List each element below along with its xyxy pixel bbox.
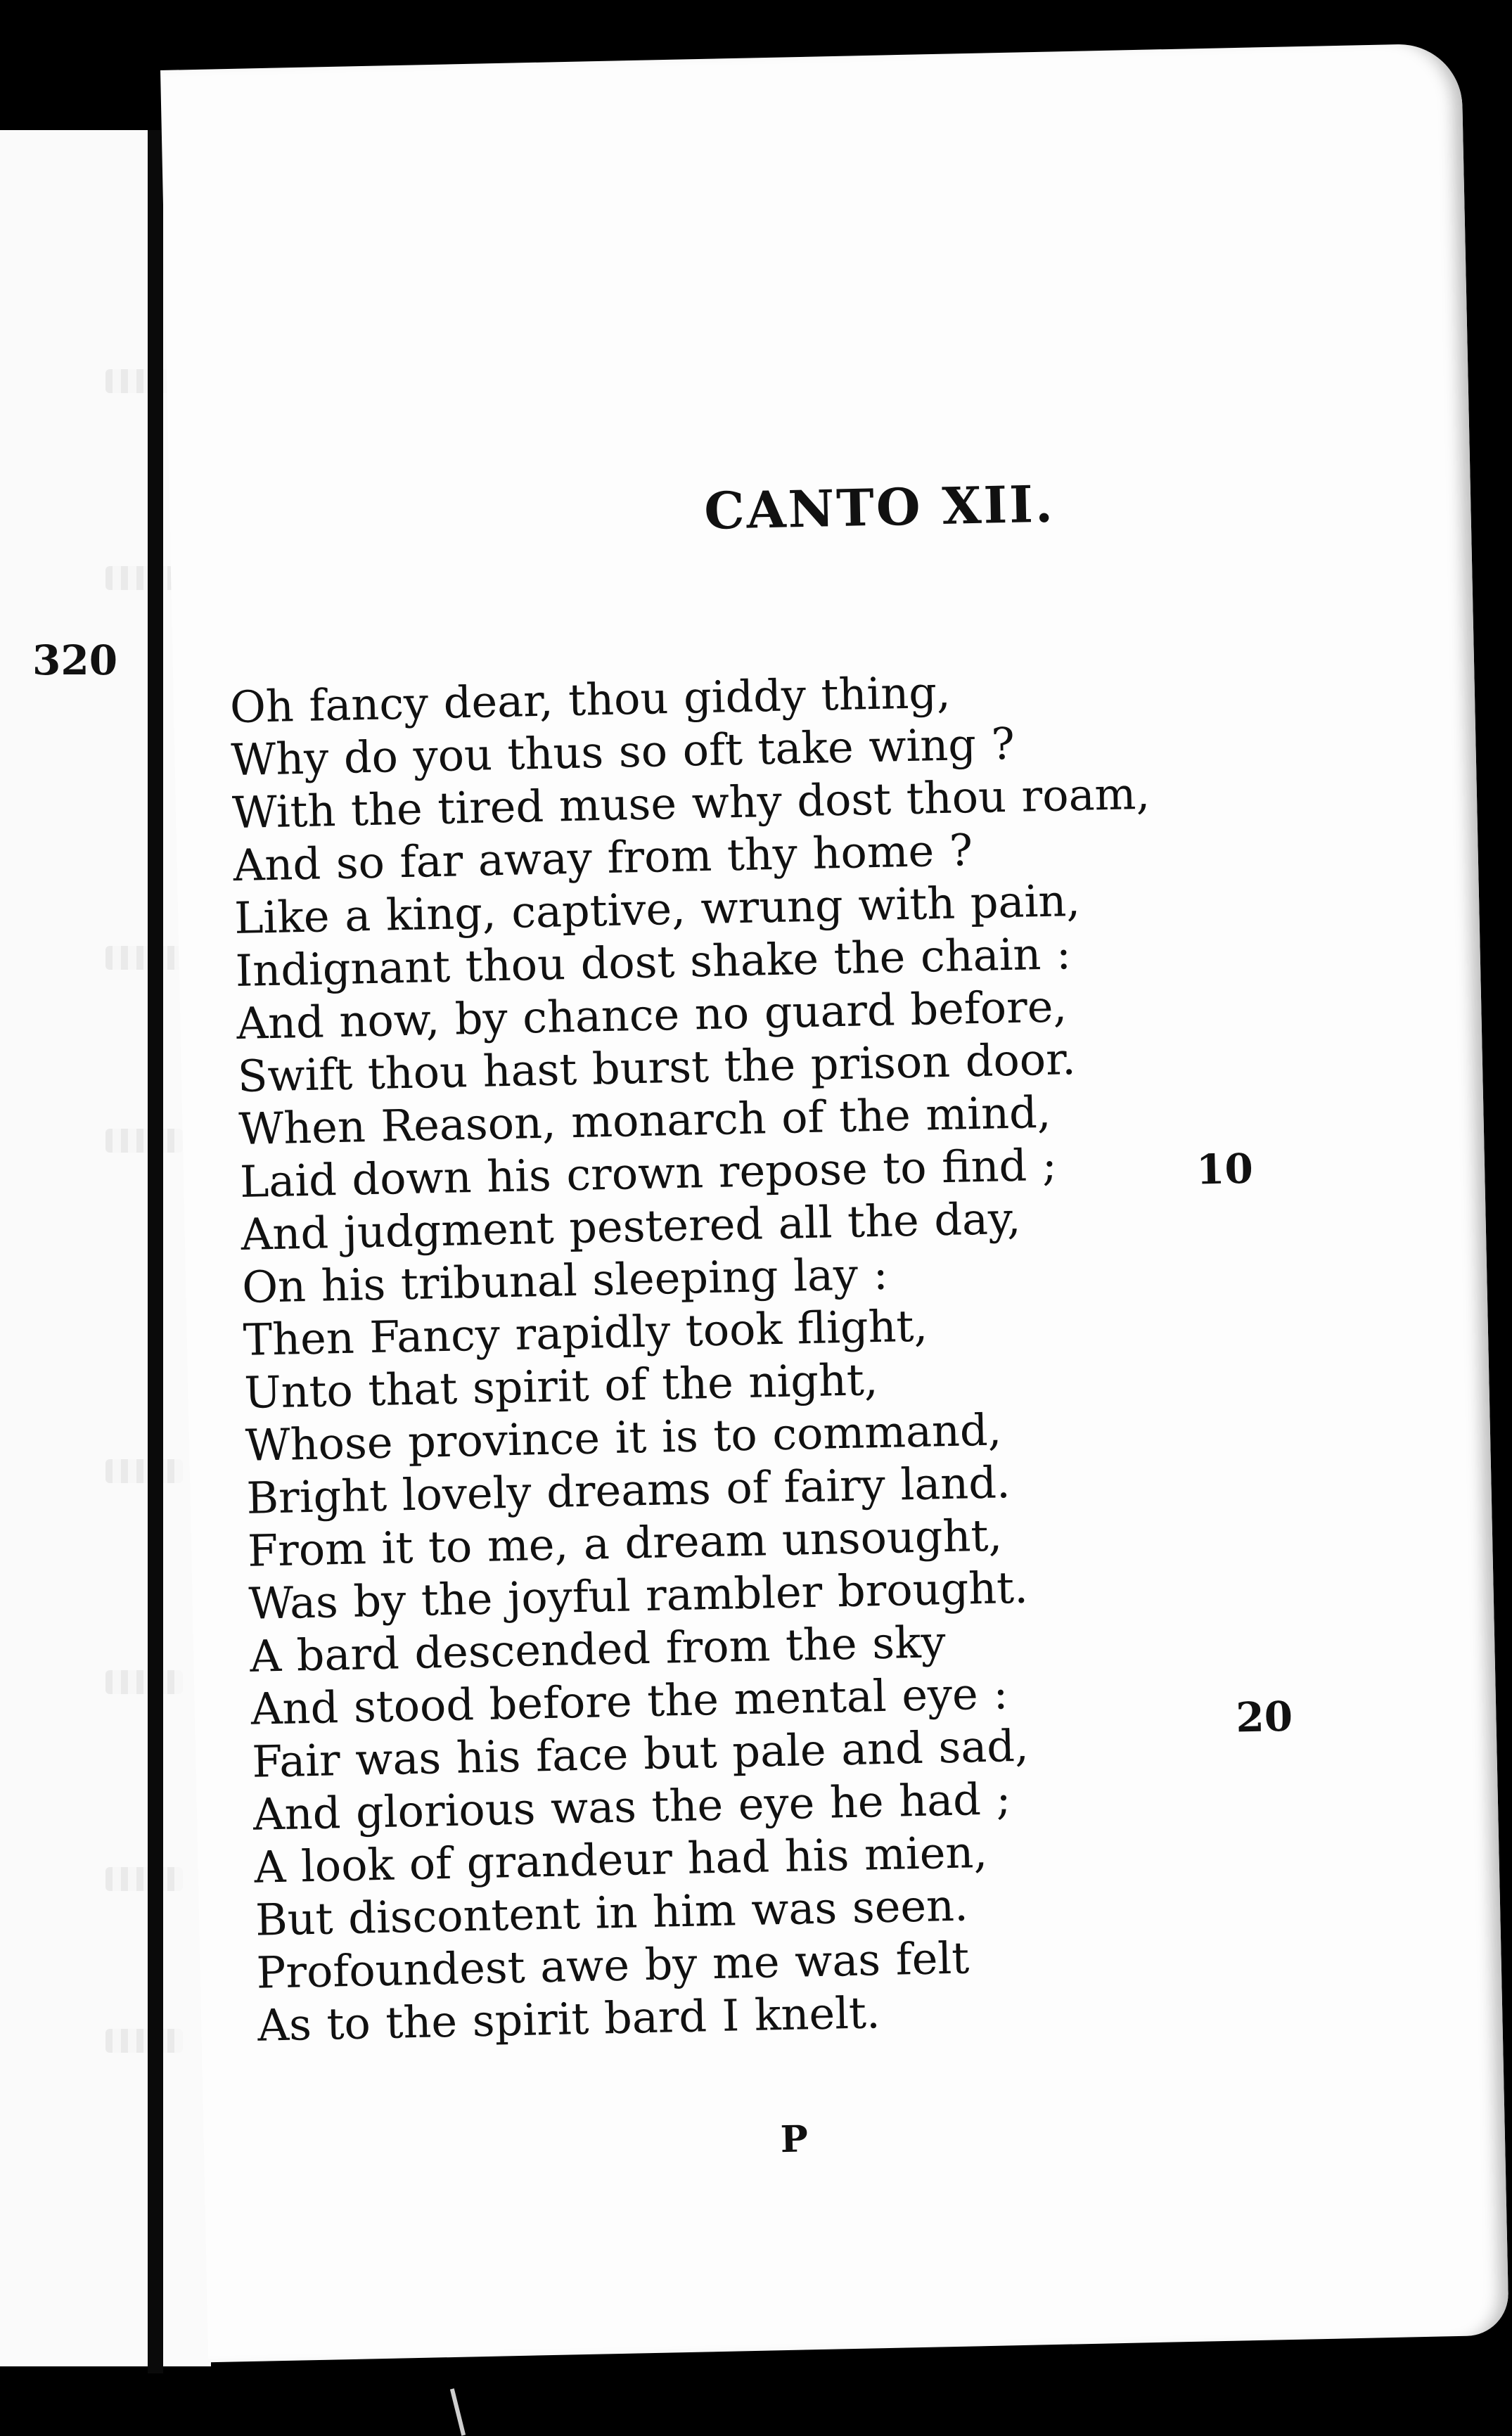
poem-line: And stood before the mental eye : [250,1667,1009,1735]
poem-line: Laid down his crown repose to find ; [239,1139,1058,1207]
poem-line: Then Fancy rapidly took flight, [243,1300,928,1366]
poem-line: Bright lovely dreams of fairy land. [245,1456,1011,1524]
poem-line: And judgment pestered all the day, [240,1192,1022,1260]
poem-line: Profoundest awe by me was felt [255,1932,970,1999]
main-page [160,43,1509,2362]
bleed-through-text [105,2029,183,2053]
bleed-through-text [105,1129,183,1153]
poem-line: A look of grandeur had his mien, [253,1826,988,1893]
scan-artifact [450,2388,466,2435]
poem-line: Unto that spirit of the night, [243,1354,879,1418]
line-number-10: 10 [1196,1144,1254,1194]
poem-line: Whose province it is to command, [245,1404,1002,1471]
left-page-number: 320 [32,636,118,684]
bleed-through-text [105,1670,183,1694]
poem-line: With the tired muse why dost thou roam, [231,767,1151,839]
poem-line: On his tribunal sleeping lay : [241,1248,889,1313]
poem-line: Was by the joyful rambler brought. [248,1561,1029,1629]
poem-line: And now, by chance no guard before, [236,980,1068,1050]
bleed-through-text [105,1459,183,1483]
poem-line: Like a king, captive, wrung with pain, [233,874,1081,944]
line-number-20: 20 [1235,1692,1293,1742]
poem-body [229,659,1313,2052]
poem-line: When Reason, monarch of the mind, [238,1086,1052,1155]
poem-line: Fair was his face but pale and sad, [251,1719,1030,1788]
canto-title: CANTO XII. [703,473,1056,541]
poem-line: Why do you thus so oft take wing ? [230,717,1016,786]
poem-line: A bard descended from the sky [249,1616,947,1682]
poem-line: Indignant thou dost shake the chain : [235,928,1072,997]
bleed-through-text [105,946,183,970]
poem-line: And glorious was the eye he had ; [252,1773,1012,1840]
poem-line: Swift thou hast burst the prison door. [237,1033,1077,1103]
poem-line: And so far away from thy home ? [232,824,973,892]
poem-line: From it to me, a dream unsought, [247,1509,1003,1577]
signature-mark: P [780,2117,809,2162]
bleed-through-text [105,1867,183,1891]
book-gutter [148,130,163,2373]
poem-line: Oh fancy dear, thou giddy thing, [229,666,952,733]
poem-line: As to the spirit bard I knelt. [257,1987,881,2051]
poem-line: But discontent in him was seen. [255,1879,969,1946]
